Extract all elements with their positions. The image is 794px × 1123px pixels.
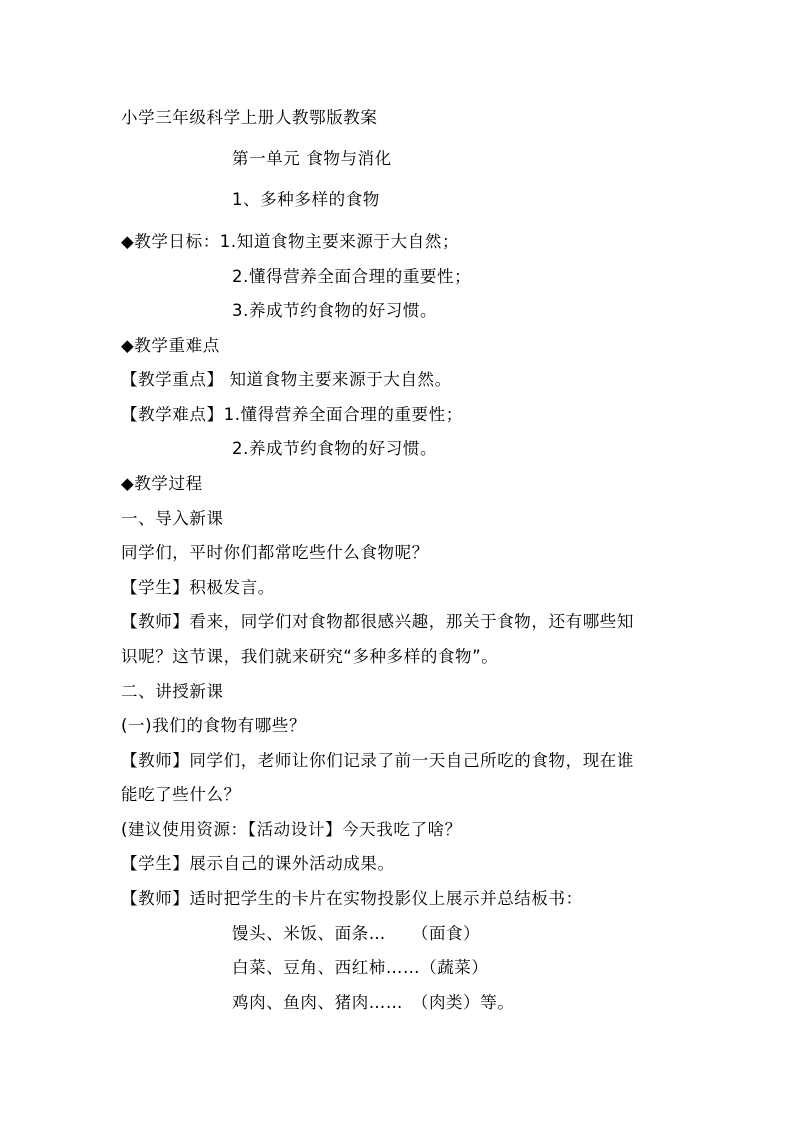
lesson-title: 1、多种多样的食物 — [232, 190, 380, 209]
goals-row — [121, 231, 694, 253]
difficult-point-2: 2.养成节约食物的好习惯。 — [232, 439, 438, 458]
paragraph-student-1: 【学生】积极发言。 — [121, 578, 275, 597]
key-point: 【教学重点】 知道食物主要来源于大自然。 — [121, 370, 452, 389]
paragraph-teacher-1-line2: 识呢？这节课，我们就来研究“多种多样的食物”。 — [121, 647, 499, 666]
process-heading: ◆教学过程 — [121, 474, 203, 493]
paragraph-teacher-1-line1: 【教师】看来，同学们对食物都很感兴趣，那关于食物，还有哪些知 — [121, 612, 634, 631]
section-heading-2: 二、讲授新课 — [121, 682, 224, 701]
goals-label: ◆教学日标： — [121, 232, 220, 251]
board-item-3: 鸡肉、鱼肉、猪肉…… （肉类）等。 — [232, 993, 515, 1012]
goal-item-1: 1.知道食物主要来源于大自然； — [219, 232, 460, 251]
paragraph-teacher-2-line1: 【教师】同学们，老师让你们记录了前一天自己所吃的食物，现在谁 — [121, 751, 634, 770]
section-heading-1: 一、导入新课 — [121, 509, 224, 528]
paragraph-resource: (建议使用资源：【活动设计】今天我吃了啥？ — [121, 820, 462, 839]
paragraph-teacher-2-line2: 能吃了些什么？ — [121, 785, 241, 804]
subsection-heading-1: (一)我们的食物有哪些？ — [121, 716, 307, 735]
key-difficult-heading: ◆教学重难点 — [121, 336, 220, 355]
board-item-2: 白菜、豆角、西红柿……（蔬菜） — [232, 958, 489, 977]
document-header: 小学三年级科学上册人教鄂版教案 — [121, 108, 378, 127]
goal-item-3: 3.养成节约食物的好习惯。 — [232, 301, 438, 320]
goal-item-2: 2.懂得营养全面合理的重要性； — [232, 267, 472, 286]
paragraph-teacher-3: 【教师】适时把学生的卡片在实物投影仪上展示并总结板书： — [121, 889, 583, 908]
difficult-point-1: 【教学难点】1.懂得营养全面合理的重要性； — [121, 405, 463, 424]
board-item-1: 馒头、米饭、面条… （面食） — [232, 924, 481, 943]
unit-title: 第一单元 食物与消化 — [232, 149, 392, 168]
paragraph-question: 同学们，平时你们都常吃些什么食物呢？ — [121, 543, 429, 562]
paragraph-student-2: 【学生】展示自己的课外活动成果。 — [121, 854, 395, 873]
